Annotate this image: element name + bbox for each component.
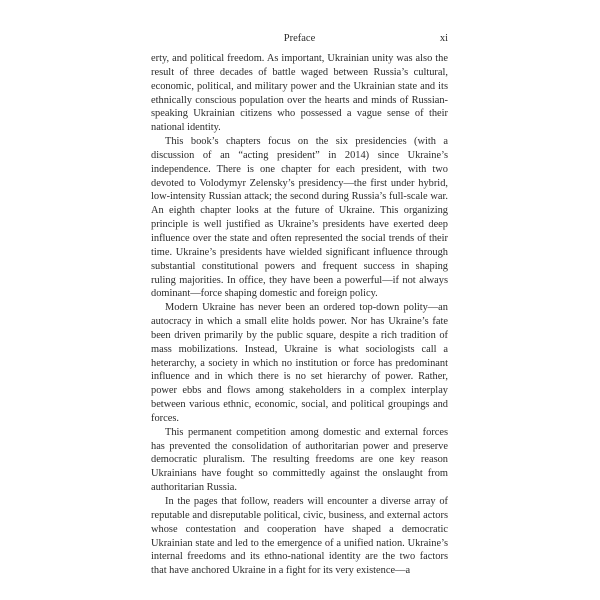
page-number: xi xyxy=(439,33,448,44)
running-header xyxy=(151,32,448,46)
paragraph-readers: In the pages that follow, readers will encounter a diverse array of reputable and disreputable political, civic, business, and external actors whose contestation and cooperation have shaped a democratic Ukrainian state and led to the emergence of a unified nation. Ukraine’s internal freedoms and its ethno-national identity are the two factors that have anchored Ukraine in a fight for its very existence—a xyxy=(151,496,448,577)
paragraph-continued: erty, and political freedom. As important, Ukrainian unity was also the result of three decades of battle waged between Russia’s cultural, economic, political, and military power and the Ukrainian state and its ethnically conscious population over the hearts and minds of Russian-speaking Ukrainian citizens who possessed a vague sense of their national identity. xyxy=(151,53,448,134)
paragraph-heterarchy: Modern Ukraine has never been an ordered top-down polity—an autocracy in which a small elite holds power. Nor has Ukraine’s fate been driven primarily by the public square, despite a rich tradition of mass mobilizations. Instead, Ukraine is what sociologists call a heterarchy, a society in which no institution or force has predominant influence and in which there is no set hierarchy of power. Rather, power ebbs and flows among stakeholders in a complex interplay between various ethnic, economic, social, and political groupings and forces. xyxy=(151,302,448,424)
paragraph-presidencies: This book’s chapters focus on the six presidencies (with a discussion of an “acting president” in 2014) since Ukraine’s independence. There is one chapter for each president, with two devoted to Volodymyr Zelensky’s presidency—the first under hybrid, low-intensity Russian attack; the second during Russia’s full-scale war. An eighth chapter looks at the future of Ukraine. This organizing principle is well justified as Ukraine’s presidents have exerted deep influence over the state and often represented the social trends of their time. Ukraine’s presidents have wielded significant influence through substantial constitutional powers and frequent success in shaping ruling majorities. In office, they have been a powerful—if not always dominant—force shaping domestic and foreign policy. xyxy=(151,136,448,300)
running-title: Preface xyxy=(283,33,316,44)
paragraph-competition: This permanent competition among domestic and external forces has prevented the consolidation of authoritarian power and preserve democratic pluralism. The resulting freedoms are one key reason Ukrainians have fought so committedly against the onslaught from authoritarian Russia. xyxy=(151,426,448,494)
body-text xyxy=(151,52,448,578)
